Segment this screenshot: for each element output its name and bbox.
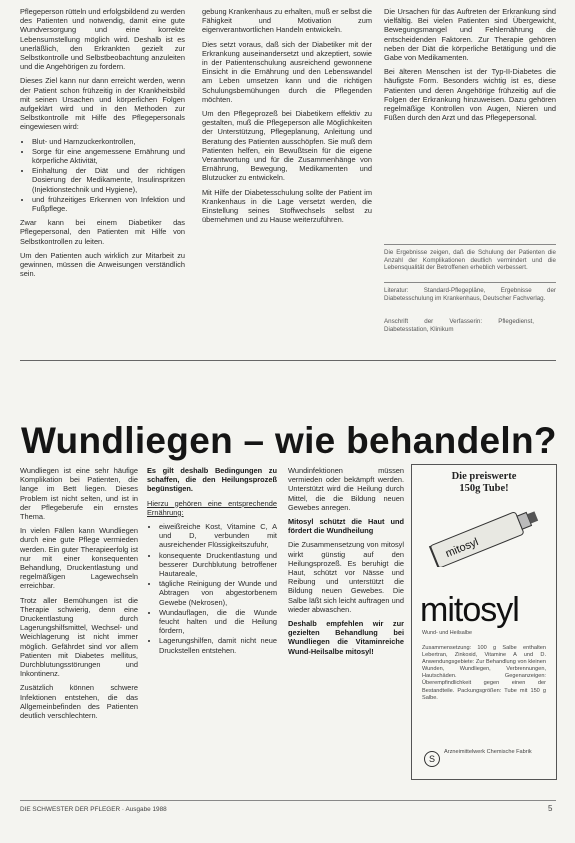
list-item: • und frühzeitiges Erkennen von Infektion und Fußpflege. <box>32 195 185 213</box>
note-text: Die Ergebnisse zeigen, daß die Schulung der Patienten die Anzahl der Komplikationen deutlich vermindert und die Lebensqualität der Betroffenen erheblich verbessert. <box>384 249 556 272</box>
top-column-3 <box>384 7 556 235</box>
author-address <box>384 318 534 350</box>
paragraph: Dieses Ziel kann nur dann erreicht werden, wenn der Patient schon frühzeitig in der Krankheitsbild mit seinen Ursachen und körperlichen Folgen aufgeklärt wird und in den Methoden zur Selbstkontrolle mit Hilfe des Pflegepersonals eingewiesen wird: <box>20 76 185 132</box>
section-divider <box>20 360 556 361</box>
footer-publication: DIE SCHWESTER DER PFLEGER · Ausgabe 1988 <box>20 806 167 813</box>
brand-logo: mitosyl <box>420 591 519 629</box>
bottom-column-3 <box>288 466 404 788</box>
company-name: Arzneimittelwerk Chemische Fabrik <box>444 749 532 755</box>
paragraph: In vielen Fällen kann Wundliegen durch eine gute Pflege vermieden werden. Ein guter Therapieerfolg ist nur mit einer konsequenten Behandlung, Druckentlastung und regelmäßigen Lagewechseln erreichbar. <box>20 526 138 591</box>
list-item: • Einhaltung der Diät und der richtigen Dosierung der Medikamente, Insulinspritzen (Injektionstechnik und Hygiene), <box>32 166 185 194</box>
paragraph: Um den Patienten auch wirklich zur Mitarbeit zu gewinnen, müssen die Anweisungen verständlich sein. <box>20 250 185 279</box>
list-item: • konsequente Druckentlastung und besserer Durchblutung betroffener Hautareale, <box>159 551 277 579</box>
list-item: • Lagerungshilfen, damit nicht neue Druckstellen entstehen. <box>159 636 277 654</box>
bottom-column-2 <box>147 466 277 788</box>
ad-title-line: 150g Tube! <box>459 483 509 494</box>
note-text: Literatur: Standard-Pflegepläne, Ergebnisse der Diabetesschulung im Krankenhaus, Deutscher Fachverlag. <box>384 287 556 302</box>
ad-title-line: Die preiswerte <box>451 471 517 482</box>
footer-divider <box>20 800 556 801</box>
paragraph: Die Ursachen für das Auftreten der Erkrankung sind vielfältig. Bei vielen Patienten sind Übergewicht, Bewegungsmangel und Fehlernährung die entscheidenden Faktoren. Zur Therapie gehören neben der Diät die körperliche Betätigung und die Gabe von Medikamenten. <box>384 7 556 63</box>
list-item: • eiweißreiche Kost, Vitamine C, A und D, verbunden mit ausreichender Flüssigkeitszufuhr, <box>159 522 277 550</box>
paragraph: Zwar kann bei einem Diabetiker das Pflegepersonal, den Patienten mit Hilfe von Selbstkontrollen zu leiten. <box>20 218 185 246</box>
mitosyl-advertisement <box>411 464 557 780</box>
divider <box>384 244 556 245</box>
company-logo-icon: S <box>424 751 440 767</box>
bullet-list <box>20 137 185 214</box>
tube-label: mitosyl <box>443 536 481 561</box>
paragraph: Wundinfektionen müssen vermieden oder bekämpft werden. Unterstützt wird die Heilung durch Mittel, die die Bildung neuen Gewebes anregen. <box>288 466 404 512</box>
page-number: 5 <box>548 804 553 813</box>
paragraph: Zusätzlich können schwere Infektionen entstehen, die das Allgemeinbefinden des Patienten deutlich verschlechtern. <box>20 683 138 721</box>
paragraph: gebung Krankenhaus zu erhalten, muß er selbst die Fähigkeit und Motivation zum eigenverantwortlichen Handeln entwickeln. <box>202 7 372 35</box>
subheading: Deshalb empfehlen wir zur gezielten Behandlung bei Wundliegen die Vitaminreiche Wund-Heilsalbe mitosyl! <box>288 619 404 656</box>
ad-title <box>412 471 556 495</box>
paragraph: Pflegeperson rütteln und erfolgsbildend zu werden des Patienten und notwendig, damit eine gute Wundversorgung und eine korrekte Lebensumstellung möglich wird. Deshalb ist es unerläßlich, den Erkrankten gezielt zur Selbstkontrolle und Selbstbeobachtung anzuleiten und die Angehörigen zu fordern. <box>20 7 185 72</box>
list-item: • Wundauflagen, die die Wunde feucht halten und die Heilung fördern, <box>159 608 277 636</box>
list-item: • tägliche Reinigung der Wunde und Abtragen von abgestorbenem Gewebe (Nekrosen), <box>159 579 277 607</box>
bullet-list <box>147 522 277 655</box>
brand-subtitle: Wund- und Heilsalbe <box>422 630 472 636</box>
list-item: • Sorge für eine angemessene Ernährung und körperliche Aktivität, <box>32 147 185 165</box>
note-text: Anschrift der Verfasserin: Pflegedienst, Diabetesstation, Klinikum <box>384 318 534 333</box>
literature-note <box>384 287 556 311</box>
paragraph: Bei älteren Menschen ist der Typ-II-Diabetes die häufigste Form. Besonders wichtig ist es, diese Patienten und deren Angehörige frühzeitig auf die Folgen der Erkrankung hinzuweisen. Dazu gehören regelmäßige Kontrollen von Augen, Nieren und Füßen durch den Arzt und das Pflegepersonal. <box>384 67 556 123</box>
paragraph: Um den Pflegeprozeß bei Diabetikern effektiv zu gestalten, muß die Pflegeperson alle Möglichkeiten der Unterstützung, Pflegeplanung, Anleitung und Beratung des Patienten ausschöpfen. Sie muß dem Patienten helfen, ein Bewußtsein für die eigene Verantwortung und für die Zusammenhänge von Ernährung, Bewegung, Medikamenten und Blutzucker zu entwickeln. <box>202 109 372 183</box>
note-block <box>384 249 556 275</box>
ad-body-text: Zusammensetzung: 100 g Salbe enthalten Lebertran, Zinkoxid, Vitamine A und D. Anwendungsgebiete: Zur Behandlung von kleinen Wunden, Wundliegen, Verbrennungen, Hautschäden. Gegenanzeigen: Überempfindlichkeit gegen einen der Bestandteile. Packungsgrößen: Tube mit 150 g Salbe. <box>422 645 546 701</box>
article-headline: Wundliegen – wie behandeln? <box>21 420 557 461</box>
paragraph: Dies setzt voraus, daß sich der Diabetiker mit der Erkrankung auseinandersetzt und akzeptiert, sowie in der Patientenschulung ausreichend gewonnene Einsicht in die Ernährung und den Lebenswandel am Leben umsetzen kann und die richtigen Schulungsbemühungen durch die Pflegenden möchten. <box>202 39 372 104</box>
divider <box>384 282 556 283</box>
list-item: • Blut- und Harnzuckerkontrollen, <box>32 137 185 146</box>
top-column-1 <box>20 7 185 342</box>
bottom-column-1 <box>20 466 138 788</box>
subheading: Mitosyl schützt die Haut und fördert die Wundheilung <box>288 517 404 536</box>
subheading-underlined: Hierzu gehören eine entsprechende Ernährung: <box>147 498 277 517</box>
paragraph: Trotz aller Bemühungen ist die Therapie schwierig, denn eine Druckentlastung durch Lagerungshilfsmittel, Wechsel- und Weichlagerung ist nicht immer möglich. Gefährdet sind vor allem Patienten mit Diabetes mellitus, Durchblutungsstörungen und Inkontinenz. <box>20 595 138 679</box>
paragraph: Mit Hilfe der Diabetesschulung sollte der Patient im Krankenhaus in die Lage versetzt werden, die Einstellung seines Stoffwechsels selbst zu übernehmen und zu Hause weiterzuführen. <box>202 187 372 225</box>
top-column-2 <box>202 7 372 342</box>
paragraph: Wundliegen ist eine sehr häufige Komplikation bei Patienten, die lange im Bett liegen. Dieses Problem ist nicht selten, und ist in der Pflegeberufe ein ernstes Thema. <box>20 466 138 522</box>
ointment-tube-image <box>422 505 546 567</box>
paragraph: Die Zusammensetzung von mitosyl wirkt günstig auf den Heilungsprozeß. Es beruhigt die Haut, schützt vor Nässe und Reibung und unterstützt die Bildung neuen Gewebes. Die Salbe läßt sich leicht auftragen und wieder abwaschen. <box>288 540 404 614</box>
subheading: Es gilt deshalb Bedingungen zu schaffen, die den Heilungsprozeß begünstigen. <box>147 466 277 494</box>
